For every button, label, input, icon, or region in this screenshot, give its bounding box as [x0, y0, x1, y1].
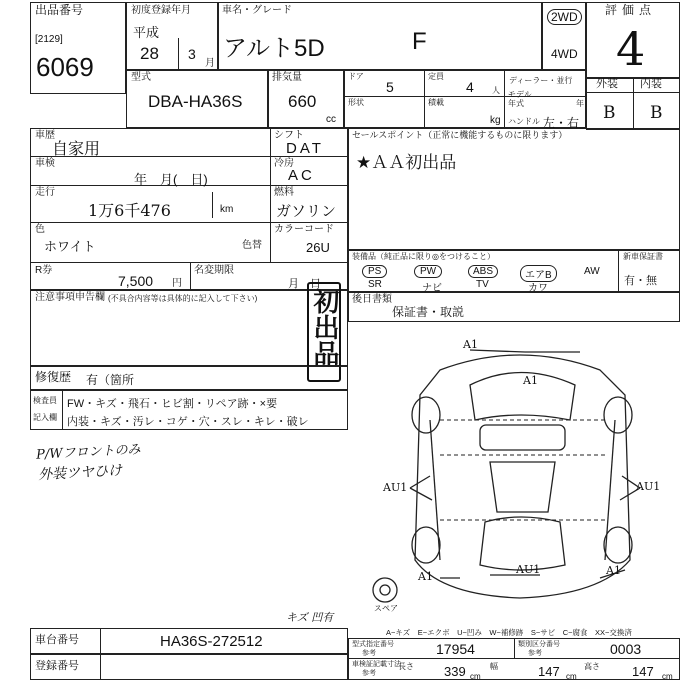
shape-label: 形状: [348, 98, 364, 107]
reg-month-unit: 月: [205, 58, 215, 69]
class-value: 0003: [610, 641, 642, 657]
doors-label: ドア: [348, 72, 364, 81]
reg-no-label: 登録番号: [35, 660, 79, 672]
type-spec-label: 型式指定番号: [352, 641, 394, 648]
caution-sub: (不具合内容等は具体的に記入して下さい): [108, 294, 258, 303]
mark-right: AU1: [636, 480, 661, 493]
chassis-value: HA36S-272512: [160, 633, 263, 650]
car-grade: F: [412, 28, 427, 55]
warranty-value: 有・無: [624, 275, 657, 287]
damage-legend: A−キズ E−エクボ U−凹み W−補修跡 S−サビ C−腐食 XX−交換済: [386, 628, 632, 637]
handle-label: ハンドル: [508, 117, 540, 126]
shift-value: DAT: [286, 140, 324, 157]
after-docs-label: 後日書類: [352, 294, 392, 305]
load-unit: kg: [490, 115, 501, 126]
type-spec-value: 17954: [436, 641, 475, 657]
recycle-label: R券: [35, 265, 53, 276]
equip-leather: カワ: [528, 283, 548, 294]
mark-left: AU1: [383, 481, 408, 494]
spec-footer-hline: [348, 658, 680, 659]
handwritten-note-2: 外装ツヤひけ: [37, 462, 123, 484]
selling-point-value: ★ＡＡ初出品: [356, 153, 457, 172]
model-year-label: モデル年式: [508, 90, 532, 108]
equip-navi: ナビ: [422, 283, 442, 294]
name-change-label: 名変期限: [194, 265, 234, 276]
car-name: アルト5D: [223, 35, 325, 62]
inspection-value: 年 月( 日): [134, 172, 208, 187]
model-label: 車名・グレード: [222, 5, 292, 16]
inspector-row2: 内装・キズ・汚レ・コゲ・穴・スレ・キレ・破レ: [67, 416, 309, 428]
color-code-label: カラーコード: [274, 224, 334, 235]
exterior-label: 外装: [596, 78, 618, 90]
fuel-value: ガソリン: [276, 203, 337, 220]
model-year-unit: 年: [576, 99, 584, 108]
reg-month: 3: [188, 46, 196, 62]
length-label: 長さ: [398, 662, 414, 671]
cert-ref: 参考: [362, 670, 376, 677]
ac-value: AC: [288, 167, 315, 184]
mileage-label: 走行: [35, 187, 55, 198]
length-value: 339: [444, 664, 466, 679]
displacement-label: 排気量: [272, 72, 302, 83]
spec-footer-vline: [514, 638, 515, 658]
usage-label: 車歴: [35, 130, 55, 141]
class-label: 類別区分番号: [518, 641, 560, 648]
first-listing-stamp-text: 初出品: [310, 288, 340, 366]
load-label: 積載: [428, 98, 444, 107]
caution-label: 注意事項申告欄: [35, 292, 105, 303]
warranty-label: 新車保証書: [623, 252, 663, 261]
handwritten-note-1: P/Wフロントのみ: [35, 442, 141, 463]
equip-ps: PS: [362, 265, 387, 278]
after-docs-value: 保証書・取説: [392, 305, 465, 319]
type-label: 型式: [131, 72, 151, 83]
repair-value: 有（箇所: [86, 373, 135, 387]
displacement-unit: cc: [326, 114, 336, 125]
spare-label: スペア: [374, 604, 398, 613]
capacity-unit: 人: [492, 86, 500, 95]
inspector-label-1: 検査員: [33, 396, 57, 405]
fuel-label: 燃料: [274, 187, 294, 198]
equip-sr: SR: [368, 279, 382, 290]
doors-value: 5: [386, 79, 394, 95]
mileage-unit: km: [220, 204, 234, 215]
reg-label: 初度登録年月: [131, 5, 191, 16]
height-unit: cm: [662, 672, 673, 681]
color-label: 色: [35, 224, 45, 235]
score-label: 評価点: [605, 3, 657, 17]
dealer-label: ディーラー・並行: [509, 76, 573, 85]
diagram-note: キズ 凹有: [286, 611, 334, 624]
selling-point-label: セールスポイント（正常に機能するものに限ります）: [352, 130, 568, 140]
drive-2wd[interactable]: 2WD: [547, 9, 582, 25]
equip-airbag: エアB: [520, 265, 557, 282]
interior-grade: B: [650, 103, 663, 123]
handle-value: 左・右: [543, 116, 580, 130]
inspection-label: 車検: [35, 158, 55, 169]
reg-year: 28: [140, 44, 159, 63]
class-ref: 参考: [528, 650, 542, 657]
type-value: DBA-HA36S: [148, 92, 243, 111]
usage-value: 自家用: [52, 141, 101, 158]
equipment-label: 装備品（純正品に限り◎をつけること）: [352, 252, 495, 261]
inspector-row1: FW・キズ・飛石・ヒビ割・リペア跡・×要: [67, 398, 278, 410]
drive-4wd[interactable]: 4WD: [551, 47, 578, 61]
capacity-label: 定員: [428, 72, 444, 81]
height-label: 高さ: [584, 662, 600, 671]
mark-rear-right: A1: [606, 564, 621, 577]
ac-label: 冷房: [274, 158, 294, 169]
repair-label: 修復歴: [35, 370, 72, 384]
interior-label: 内装: [640, 78, 662, 90]
length-unit: cm: [470, 672, 481, 681]
capacity-value: 4: [466, 79, 474, 95]
chassis-label: 車台番号: [35, 634, 79, 646]
equip-pw: PW: [414, 265, 442, 278]
inspector-label-2: 記入欄: [33, 413, 57, 422]
recycle-unit: 円: [172, 278, 182, 289]
exterior-grade: B: [603, 103, 616, 123]
name-change-value: 月 日: [288, 278, 321, 290]
mark-rear-left: A1: [418, 570, 433, 583]
type-spec-ref: 参考: [362, 650, 376, 657]
cert-label: 車検証記載寸法: [352, 661, 401, 668]
color-code-value: 26U: [306, 240, 330, 255]
mark-hood: A1: [523, 374, 538, 387]
recycle-value: 7,500: [118, 273, 154, 289]
color-change-label: 色替: [242, 240, 262, 251]
shift-label: シフト: [274, 130, 304, 141]
lot-label: 出品番号: [35, 3, 84, 17]
lot-code: [2129]: [35, 34, 63, 45]
color-value: ホワイト: [44, 239, 96, 254]
score-value: 4: [616, 22, 646, 76]
reg-era: 平成: [133, 25, 160, 40]
equip-tv: TV: [476, 279, 489, 290]
equip-abs: ABS: [468, 265, 498, 278]
mark-front: A1: [463, 338, 478, 351]
width-label: 幅: [490, 662, 498, 671]
lot-number: 6069: [36, 52, 94, 82]
equip-aw: AW: [584, 266, 600, 277]
height-value: 147: [632, 664, 654, 679]
width-value: 147: [538, 664, 560, 679]
width-unit: cm: [566, 672, 577, 681]
displacement-value: 660: [288, 92, 317, 111]
mileage-value: 1万6千476: [88, 201, 171, 220]
mark-rear: AU1: [516, 563, 541, 576]
